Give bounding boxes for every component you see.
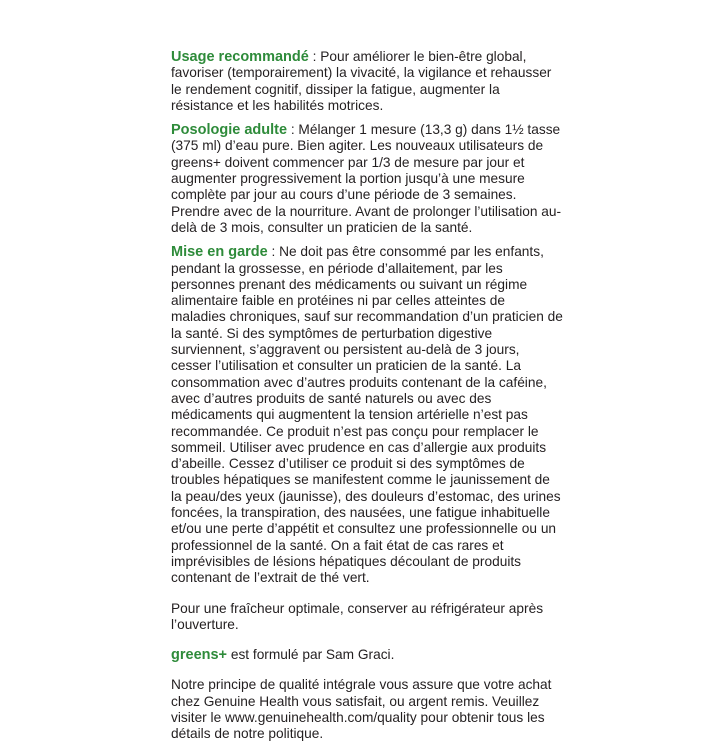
label-text-panel [171, 49, 563, 751]
formulator-paragraph [171, 647, 563, 663]
guarantee-paragraph [171, 677, 563, 742]
brand-name: greens+ [171, 647, 228, 664]
storage-paragraph [171, 601, 563, 634]
warning-heading: Mise en garde [171, 244, 268, 261]
usage-heading: Usage recommandé [171, 49, 309, 65]
warning-text: : Ne doit pas être consommé par les enfants, pendant la grossesse, en période d’allaitement, par les personnes prenant des médicaments ou suivant un régime alimentaire faible en protéines ni par celles atteintes de maladies chroniques, sauf sur recommandation d’un praticien de la santé. Si des symptômes de perturbation digestive surviennent, s’aggravent ou persistent au-delà de 3 jours, cesser l’utilisation et consulter un praticien de la santé. La consommation avec d’autres produits contenant de la caféine, avec d’autres produits de santé naturels ou avec des médicaments qui augmentent la tension artérielle n’est pas recommandée. Ce produit n’est pas conçu pour remplacer le sommeil. Utiliser avec prudence en cas d’allergie aux produits d’abeille. Cessez d’utiliser ce produit si des symptômes de troubles hépatiques se manifestent comme le jaunissement de la peau/des yeux (jaunisse), des douleurs d’estomac, des urines foncées, la transpiration, des nausées, une fatigue inhabituelle et/ou une perte d’appétit et consultez une professionnelle ou un professionnel de la santé. On a fait état de cas rares et imprévisibles de lésions hépatiques découlant de produits contenant de l’extrait de thé vert. [171, 244, 563, 586]
warning-paragraph [171, 244, 563, 586]
dosage-heading: Posologie adulte [171, 122, 288, 139]
guarantee-text: Notre principe de qualité intégrale vous assure que votre achat chez Genuine Health vous satisfait, ou argent remis. Veuillez visiter le www.genuinehealth.com/quality pour obtenir tous les détails de notre politique. [171, 677, 552, 742]
dosage-text: : Mélanger 1 mesure (13,3 g) dans 1½ tasse (375 ml) d’eau pure. Bien agiter. Les nouveaux utilisateurs de greens+ doivent commencer par 1/3 de mesure par jour et augmenter progressivement la portion jusqu’à une mesure complète par jour au cours d’une période de 3 semaines. Prendre avec de la nourriture. Avant de prolonger l’utilisation au-delà de 3 mois, consulter un praticien de la santé. [171, 122, 562, 235]
dosage-paragraph [171, 122, 563, 236]
storage-text: Pour une fraîcheur optimale, conserver au réfrigérateur après l’ouverture. [171, 600, 544, 632]
usage-paragraph [171, 49, 563, 114]
formulator-text: est formulé par Sam Graci. [227, 647, 395, 663]
usage-text: : Pour améliorer le bien-être global, favoriser (temporairement) la vivacité, la vigilance et rehausser le rendement cognitif, dissiper la fatigue, augmenter la résistance et les habilités motrices. [171, 49, 552, 113]
